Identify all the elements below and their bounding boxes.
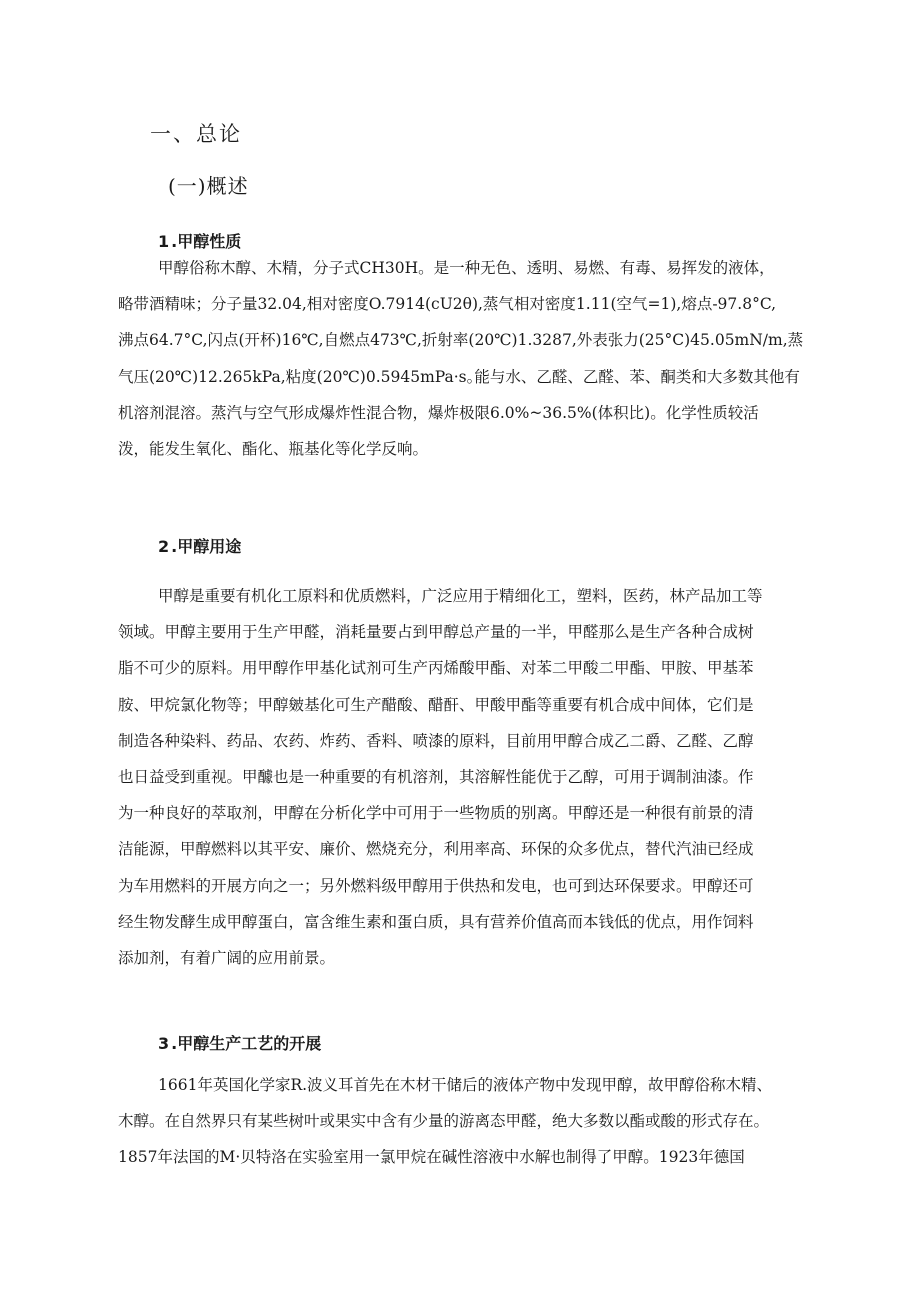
text-line: 洁能源，甲醇燃料以其平安、廉价、燃烧充分，利用率高、环保的众多优点，替代汽油已经成 [118,840,754,859]
text-line: 甲醇俗称木醇、木精，分子式CH30H。是一种无色、透明、易燃、有毒、易挥发的液体， [158,259,775,277]
text-line: 机溶剂混溶。蒸汽与空气形成爆炸性混合物，爆炸极限6.0%~36.5%(体积比)。化学性质较活 [118,403,759,422]
chapter-heading: 一、总论 [150,122,242,146]
text-line: 略带酒精味；分子量32.04,相对密度O.7914(cU2θ),蒸气相对密度1.11(空气=1),熔点-97.8°C, [118,295,777,314]
paragraph-properties [118,250,828,467]
section-heading-overview: (一)概述 [168,174,249,198]
subsection-heading-production [158,1031,321,1054]
subsection-heading-properties [158,229,241,252]
subsection-title: .甲醇性质 [171,232,242,251]
subsection-title: .甲醇生产工艺的开展 [171,1034,322,1053]
text-line: 经生物发酵生成甲醇蛋白，富含维生素和蛋白质，具有营养价值高而本钱低的优点，用作饲料 [118,912,754,931]
subsection-title: .甲醇用途 [171,537,242,556]
text-line: 1857年法国的M·贝特洛在实验室用一氯甲烷在碱性溶液中水解也制得了甲醇。1923年德国 [118,1148,745,1167]
text-line: 木醇。在自然界只有某些树叶或果实中含有少量的游离态甲醛，绝大多数以酯或酸的形式存在。 [118,1112,770,1131]
text-line: 领域。甲醇主要用于生产甲醛，消耗量要占到甲醇总产量的一半，甲醛那么是生产各种合成树 [118,623,754,642]
paragraph-production [118,1067,828,1176]
text-line: 也日益受到重视。甲醵也是一种重要的有机溶剂，其溶解性能优于乙醇，可用于调制油漆。作 [118,768,754,787]
subsection-heading-uses [158,534,241,557]
text-line: 制造各种染料、药品、农药、炸药、香料、喷漆的原料，目前用甲醇合成乙二爵、乙醛、乙醇 [118,731,754,750]
subsection-number: 1 [158,232,170,251]
subsection-number: 3 [158,1034,170,1053]
text-line: 为一种良好的萃取剂，甲醇在分析化学中可用于一些物质的别离。甲醇还是一种很有前景的清 [118,804,754,823]
text-line: 沸点64.7°C,闪点(开杯)16℃,自燃点473℃,折射率(20℃)1.3287,外表张力(25°C)45.05mN∕m,蒸 [118,331,804,350]
text-line: 为车用燃料的开展方向之一；另外燃料级甲醇用于供热和发电，也可到达环保要求。甲醇还可 [118,876,754,895]
subsection-number: 2 [158,537,170,556]
text-line: 添加剂，有着广阔的应用前景。 [118,949,336,968]
text-line: 气压(20℃)12.265kPa,粘度(20℃)0.5945mPa·s｡能与水、乙醛、乙醛、苯、酮类和大多数其他有 [118,367,800,386]
text-line: 甲醇是重要有机化工原料和优质燃料，广泛应用于精细化工，塑料，医药，林产品加工等 [158,587,763,605]
text-line: 泼，能发生氧化、酯化、瓶基化等化学反响。 [118,440,429,459]
paragraph-uses [118,578,828,976]
text-line: 胺、甲烷氯化物等；甲醇皴基化可生产醋酸、醋酐、甲酸甲酯等重要有机合成中间体，它们是 [118,695,754,714]
text-line: 1661年英国化学家R.波义耳首先在木材干储后的液体产物中发现甲醇，故甲醇俗称木精、 [158,1076,773,1094]
text-line: 脂不可少的原料。用甲醇作甲基化试剂可生产丙烯酸甲酯、对苯二甲酸二甲酯、甲胺、甲基苯 [118,659,754,678]
